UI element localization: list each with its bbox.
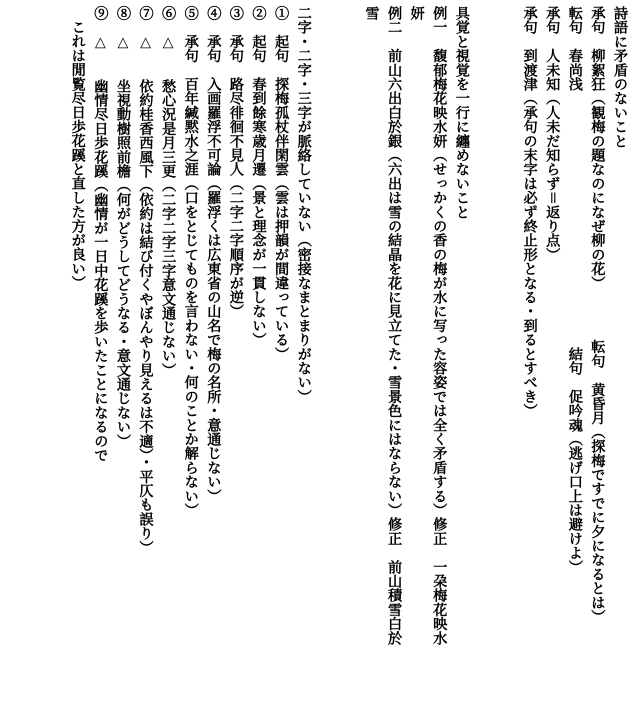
blank-line [495,6,518,714]
document-line: ⑦ △ 依約桂香西風下（依約は結び付くやぼんやり見えるは不適）・平仄も誤り） [137,6,154,555]
document-line: ⑧ △ 坐視動樹照前檐（何がどうしてどうなる・意文通じない） [114,6,131,448]
document-line: 妍 [408,6,425,21]
document-line: ③ 承句 路尽徘徊不見人（二字二字順序が逆） [227,6,244,319]
section-heading: 具覚と視覚を一行に纏めないこと [453,6,470,219]
document-line: これは閒覧尽日歩花蹊と直した方が良い） [69,20,86,290]
document-line: 承句 到渡津（承句の末字は必ず終止形となる・到るとすべき） [521,6,538,418]
document-line: 承句 人未知（人未だ知らず＝返り点） [544,6,561,262]
blank-line [473,6,496,714]
blank-line [337,6,360,714]
document-line: ② 起句 春到餘寒歳月遷（景と理念が一貫しない） [250,6,267,347]
section-heading: 二字・二字・三字が脈絡していない（密接なまとまりがない） [295,6,312,404]
document-line: ⑥ △ 愁心況是月三更（二字二字三字意文通じない） [160,6,177,377]
document-line: 転句 春尚浅 結句 促吟魂（逃げ口上は避けよ） [566,6,583,574]
document-line: 雪 [363,6,380,21]
document-line: 詩語に矛盾のないこと [612,6,628,148]
document-line: 承句 柳絮狂（観梅の題なのになぜ柳の花） 転句 黄昏月（探梅ですでに夕になるとは） [589,6,606,624]
blank-line [315,6,338,714]
document-line: ① 起句 探梅孤杖伴閑雲（雲は押韻が間違っている） [273,6,290,361]
document-line: ⑨ △ 幽情尽日歩花蹊（幽情が一日中花蹊を歩いたことになるので [92,6,109,463]
document-line: ⑤ 承句 百年緘黙水之涯（口をとじてものを言わない・何のことか解らない） [182,6,199,518]
document-line: 例一 馥郁梅花映水妍（せっかくの香の梅が水に写った容姿では全く矛盾する）修正 一朶梅花映水 [431,6,448,645]
document-line: ④ 承句 入画羅浮不可論（羅浮くは広東省の山名で梅の名所・意通じない） [205,6,222,503]
document-line: 例二 前山六出白於銀（六出は雪の結晶を花に見立てた・雪景色にはならない）修正 前山積雪白於 [386,6,403,645]
